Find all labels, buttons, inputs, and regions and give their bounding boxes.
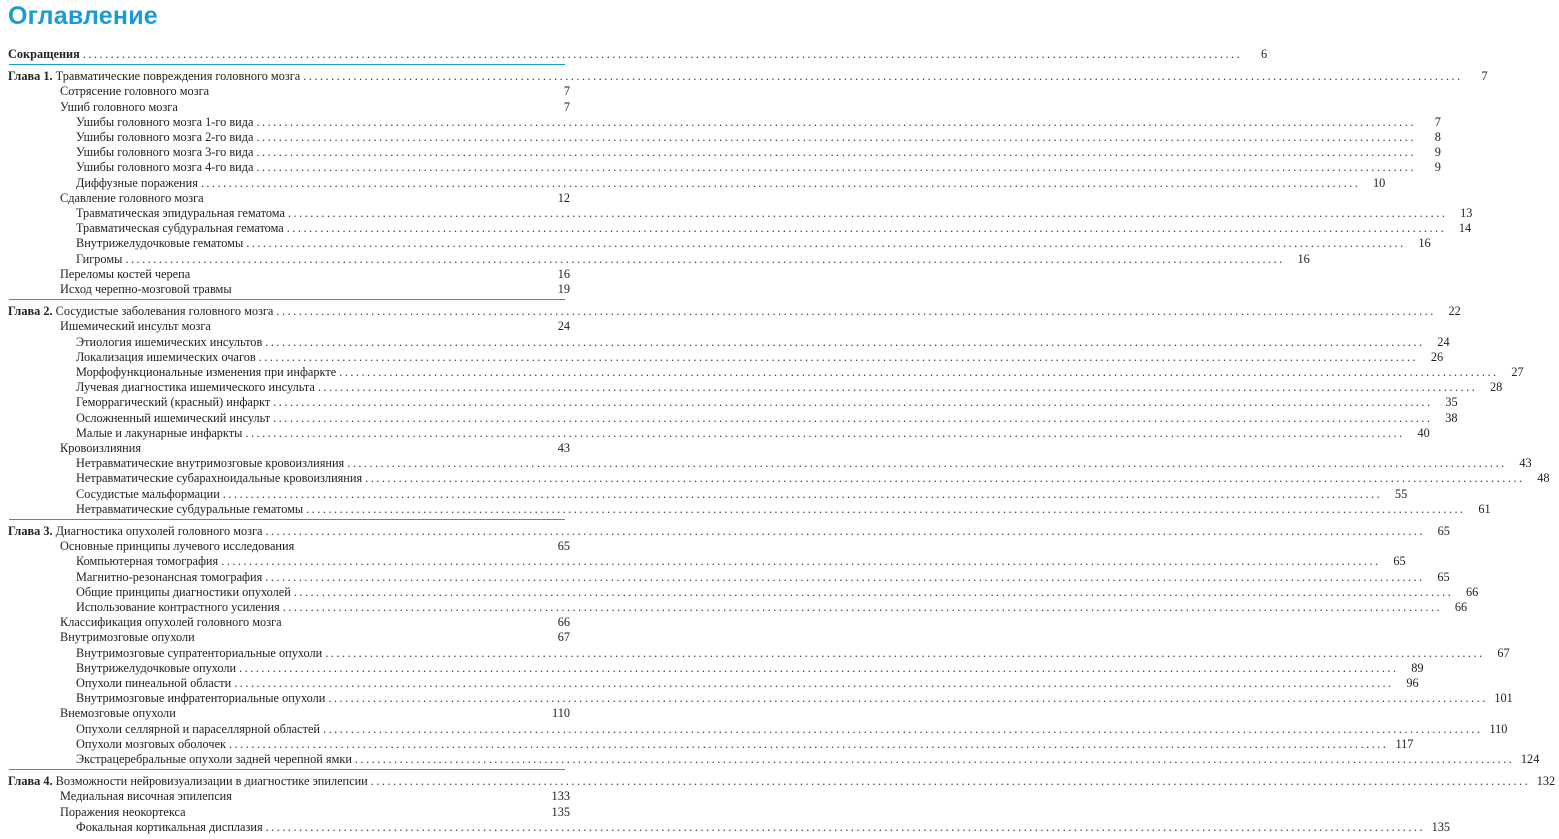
toc-entry[interactable]	[0, 160, 1441, 175]
dot-leader	[273, 395, 1432, 409]
page-number: 24	[557, 319, 570, 334]
dot-leader	[318, 380, 1477, 394]
page-number: 135	[1431, 819, 1451, 834]
toc-entry-title	[76, 380, 315, 394]
toc-entry-title	[76, 600, 280, 614]
chapter-separator	[9, 519, 565, 520]
toc-entry-title	[76, 646, 322, 660]
dot-leader	[234, 676, 1393, 690]
toc-entry-title	[76, 395, 270, 409]
toc-entry[interactable]	[0, 380, 1503, 395]
toc-entry[interactable]	[0, 130, 1441, 144]
toc-entry-label: Кровоизлияния	[60, 441, 141, 455]
toc-entry-title	[76, 676, 231, 690]
toc-entry-title	[76, 335, 262, 349]
toc-entry[interactable]	[0, 805, 574, 819]
toc-entry-label: Ушиб головного мозга	[60, 99, 178, 114]
toc-entry[interactable]	[0, 304, 1461, 319]
page-number: 65	[557, 539, 570, 554]
toc-entry-label: Травматические повреждения головного мозга	[55, 69, 301, 84]
toc-entry-title	[60, 267, 190, 281]
toc-entry-title	[76, 752, 352, 766]
toc-entry[interactable]	[0, 334, 1450, 349]
toc-entry-label: Лучевая диагностика ишемического инсульта	[76, 380, 315, 395]
toc-entry[interactable]	[0, 486, 1408, 501]
toc-entry[interactable]	[0, 660, 1424, 675]
toc-entry-title	[76, 502, 303, 516]
toc-entry-title	[76, 130, 253, 144]
dot-leader	[371, 774, 1530, 788]
chapter-number: Глава 2.	[8, 304, 53, 319]
toc-entry-title	[76, 661, 236, 675]
toc-entry-title	[76, 554, 218, 568]
chapter-number: Глава 3.	[8, 524, 53, 538]
toc-entry-title	[76, 252, 122, 266]
toc-entry[interactable]	[0, 554, 1406, 569]
page-number: 9	[1434, 160, 1441, 175]
chapter-separator	[9, 769, 565, 770]
toc-entry-title	[76, 206, 285, 220]
toc-entry[interactable]	[0, 691, 1513, 706]
toc-entry[interactable]	[0, 191, 574, 205]
page-number: 19	[557, 282, 570, 296]
toc-entry-title	[60, 539, 294, 553]
toc-entry-title	[8, 524, 262, 538]
toc-entry-label: Переломы костей черепа	[60, 266, 191, 281]
dot-leader	[256, 130, 1415, 144]
toc-entry-label: Внемозговые опухоли	[60, 706, 176, 721]
page-number: 110	[1489, 721, 1508, 736]
toc-entry-title	[60, 100, 178, 114]
toc-entry-label: Этиология ишемических инсультов	[76, 334, 263, 349]
toc-entry-label: Ушибы головного мозга 2-го вида	[76, 130, 254, 144]
toc-entry-label: Опухоли мозговых оболочек	[76, 736, 227, 751]
toc-entry[interactable]	[0, 706, 574, 720]
toc-entry-label: Внутримозговые супратенториальные опухоли	[76, 645, 323, 660]
toc-entry[interactable]	[0, 600, 1468, 614]
page-number: 24	[1437, 334, 1450, 349]
toc-entry[interactable]	[0, 441, 574, 455]
toc-entry-label: Ушибы головного мозга 3-го вида	[76, 145, 254, 160]
toc-entry-title	[76, 176, 198, 190]
toc-entry-label: Внутримозговые опухоли	[60, 630, 195, 645]
toc-entry[interactable]	[0, 569, 1450, 584]
toc-entry-title	[60, 630, 195, 644]
toc-entry-title	[60, 282, 232, 296]
toc-entry-title	[76, 737, 226, 751]
page-number: 22	[1448, 304, 1461, 319]
page-number: 6	[1261, 47, 1268, 61]
dot-leader	[365, 471, 1524, 485]
toc-entry-label: Ишемический инсульт мозга	[60, 319, 211, 334]
toc-entry-label: Исход черепно-мозговой травмы	[60, 282, 232, 296]
dot-leader	[266, 820, 1425, 834]
dot-leader	[287, 221, 1446, 235]
toc-entry-label: Осложненный ишемический инсульт	[76, 410, 271, 425]
toc-entry[interactable]	[0, 736, 1414, 751]
dot-leader	[223, 487, 1382, 501]
toc-entry-title	[76, 722, 320, 736]
page-number: 55	[1394, 486, 1408, 501]
toc-entry[interactable]	[0, 721, 1508, 736]
page-number: 7	[1481, 69, 1488, 84]
dot-leader	[325, 646, 1484, 660]
toc-entry[interactable]	[0, 47, 1268, 61]
toc-entry[interactable]	[0, 501, 1491, 516]
toc-entry-title	[76, 487, 220, 501]
toc-entry[interactable]	[0, 410, 1458, 425]
toc-entry-label: Внутрижелудочковые гематомы	[76, 236, 244, 251]
toc-entry-label: Использование контрастного усиления	[76, 600, 280, 614]
dot-leader	[259, 350, 1418, 364]
toc-entry-label: Возможности нейровизуализации в диагностике эпилепсии	[55, 774, 368, 789]
toc-entry-label: Нетравматические внутримозговые кровоизлияния	[76, 456, 345, 471]
page-number: 124	[1520, 752, 1540, 766]
toc-entry-label: Опухоли пинеальной области	[76, 676, 232, 690]
toc-entry-label: Опухоли селлярной и параселлярной областей	[76, 721, 320, 736]
toc-entry-title	[60, 191, 204, 205]
toc-entry-title	[76, 160, 253, 174]
dot-leader	[239, 661, 1398, 675]
toc-entry-label: Внутримозговые инфратенториальные опухоли	[76, 691, 326, 706]
dot-leader	[273, 411, 1432, 425]
page-number: 16	[1297, 251, 1310, 266]
toc-entry-label: Внутрижелудочковые опухоли	[76, 660, 237, 675]
toc-entry-title	[60, 84, 209, 98]
page-number: 12	[557, 190, 570, 205]
toc-entry-label: Медиальная височная эпилепсия	[60, 789, 232, 804]
dot-leader	[265, 524, 1424, 538]
page-number: 40	[1417, 425, 1430, 440]
toc-entry-label: Основные принципы лучевого исследования	[60, 539, 295, 554]
chapter-number: Глава 4.	[8, 774, 53, 789]
toc-entry[interactable]	[0, 365, 1524, 379]
chapter-separator	[9, 64, 565, 65]
toc-entry-label: Магнитно-резонансная томография	[76, 569, 263, 584]
toc-entry[interactable]	[0, 221, 1472, 236]
dot-leader	[265, 335, 1424, 349]
toc-entry-title	[76, 820, 263, 834]
page-number: 43	[1519, 456, 1532, 471]
toc-entry-title	[76, 585, 291, 599]
page-number: 9	[1434, 145, 1441, 160]
dot-leader	[306, 502, 1465, 516]
toc-entry-title	[76, 471, 362, 485]
dot-leader	[125, 252, 1284, 266]
toc-entry-label: Общие принципы диагностики опухолей	[76, 584, 291, 599]
dot-leader	[246, 236, 1405, 250]
toc-entry[interactable]	[0, 456, 1532, 471]
dot-leader	[276, 304, 1435, 318]
toc-entry-title	[76, 691, 325, 705]
page-title: Оглавление	[8, 2, 158, 30]
toc-entry[interactable]	[0, 630, 574, 644]
toc-entry-label: Сосудистые заболевания головного мозга	[55, 304, 274, 319]
toc-entry-title	[76, 115, 253, 129]
toc-entry[interactable]	[0, 539, 574, 553]
page-number: 16	[557, 266, 570, 281]
toc-entry[interactable]	[0, 645, 1510, 660]
toc-entry-label: Нетравматические субарахноидальные кровоизлияния	[76, 471, 363, 486]
toc-entry-title	[76, 570, 262, 584]
toc-entry[interactable]	[0, 774, 1556, 789]
toc-entry-label: Фокальная кортикальная дисплазия	[76, 819, 263, 834]
toc-entry-label: Сосудистые мальформации	[76, 486, 220, 501]
dot-leader	[245, 426, 1404, 440]
page-number: 65	[1437, 524, 1450, 538]
toc-entry[interactable]	[0, 267, 574, 281]
page-number: 28	[1489, 380, 1503, 395]
page-number: 16	[1418, 236, 1431, 251]
toc-entry-title	[76, 411, 270, 425]
page-number: 27	[1511, 365, 1524, 379]
page-number: 38	[1445, 410, 1458, 425]
toc-entry[interactable]	[0, 615, 574, 629]
dot-leader	[221, 554, 1380, 568]
toc-entry-label: Поражения неокортекса	[60, 804, 186, 819]
page-number: 14	[1458, 221, 1472, 236]
toc-entry[interactable]	[0, 676, 1419, 690]
toc-entry-label: Геморрагический (красный) инфаркт	[76, 395, 271, 410]
page-number: 7	[563, 84, 570, 99]
toc-entry-label: Классификация опухолей головного мозга	[60, 615, 282, 630]
toc-entry-title	[8, 304, 273, 318]
toc-entry[interactable]	[0, 819, 1451, 834]
toc-entry[interactable]	[0, 425, 1430, 440]
page-number: 66	[557, 615, 570, 630]
toc-entry-label: Малые и лакунарные инфаркты	[76, 425, 243, 440]
toc-entry[interactable]	[0, 752, 1540, 766]
toc-entry-title	[76, 350, 256, 364]
toc-entry[interactable]	[0, 206, 1473, 220]
toc-entry-title	[8, 47, 80, 61]
toc-entry-label: Сокращения	[8, 47, 80, 61]
toc-entry-label: Компьютерная томография	[76, 554, 219, 569]
dot-leader	[229, 737, 1388, 751]
page-number: 67	[1497, 645, 1510, 660]
toc-entry-title	[8, 69, 300, 83]
toc-entry[interactable]	[0, 789, 574, 803]
toc-entry[interactable]	[0, 471, 1550, 486]
toc-entry-title	[60, 706, 176, 720]
toc-entry-label: Морфофункциональные изменения при инфаркте	[76, 365, 337, 379]
toc-entry[interactable]	[0, 282, 574, 296]
page-number: 133	[551, 789, 570, 804]
page-number: 67	[557, 630, 570, 645]
page-number: 48	[1537, 471, 1550, 486]
toc-entry-title	[60, 319, 211, 333]
page-number: 10	[1373, 175, 1386, 190]
chapter-separator	[9, 299, 565, 300]
page-number: 66	[1465, 584, 1479, 599]
toc-entry-title	[76, 456, 344, 470]
dot-leader	[323, 722, 1482, 736]
toc-entry-title	[60, 789, 232, 803]
toc-entry[interactable]	[0, 175, 1386, 190]
page-number: 61	[1478, 501, 1491, 516]
toc-entry[interactable]	[0, 84, 574, 98]
page-number: 7	[563, 99, 570, 114]
page-number: 43	[557, 441, 570, 455]
toc-entry-title	[60, 615, 282, 629]
toc-entry-label: Диффузные поражения	[76, 175, 198, 190]
page-number: 8	[1434, 130, 1441, 144]
toc-entry[interactable]	[0, 236, 1431, 251]
page-number: 13	[1460, 206, 1473, 220]
toc-entry[interactable]	[0, 251, 1310, 266]
toc-entry-title	[60, 441, 141, 455]
dot-leader	[83, 47, 1242, 61]
page-number: 89	[1411, 660, 1424, 675]
dot-leader	[256, 160, 1415, 174]
toc-entry-label: Экстрацеребральные опухоли задней черепной ямки	[76, 752, 352, 766]
toc-entry-label: Ушибы головного мозга 4-го вида	[76, 160, 254, 175]
page-number: 66	[1454, 600, 1468, 614]
page-number: 135	[551, 804, 570, 819]
toc-entry-label: Сотрясение головного мозга	[60, 84, 210, 99]
toc-entry[interactable]	[0, 524, 1450, 538]
dot-leader	[256, 145, 1415, 159]
page-number: 117	[1395, 736, 1414, 751]
toc-entry-label: Сдавление головного мозга	[60, 190, 204, 205]
toc-entry[interactable]	[0, 145, 1441, 160]
toc-entry[interactable]	[0, 349, 1444, 364]
toc-entry-title	[76, 365, 336, 379]
dot-leader	[347, 456, 1506, 470]
toc-entry-title	[76, 145, 253, 159]
dot-leader	[283, 600, 1442, 614]
dot-leader	[339, 365, 1498, 379]
dot-leader	[294, 585, 1453, 599]
dot-leader	[328, 691, 1487, 705]
page-number: 132	[1536, 774, 1556, 789]
page-number: 65	[1437, 569, 1450, 584]
page-number: 35	[1445, 395, 1458, 410]
toc-entry[interactable]	[0, 319, 574, 333]
dot-leader	[201, 176, 1360, 190]
toc-entry[interactable]	[0, 395, 1458, 410]
page-number: 26	[1430, 349, 1444, 364]
toc-entry[interactable]	[0, 114, 1441, 129]
toc-entry-label: Гигромы	[76, 251, 123, 266]
toc-entry-label: Локализация ишемических очагов	[76, 349, 256, 364]
toc-entry[interactable]	[0, 100, 574, 114]
dot-leader	[355, 752, 1514, 766]
dot-leader	[303, 69, 1462, 83]
toc-entry-title	[76, 426, 242, 440]
toc-entry-title	[76, 221, 284, 235]
toc-entry-label: Травматическая субдуральная гематома	[76, 221, 284, 236]
toc-entry-title	[60, 805, 186, 819]
toc-entry-title	[8, 774, 368, 788]
toc-entry-title	[76, 236, 243, 250]
toc-entry-label: Травматическая эпидуральная гематома	[76, 206, 285, 220]
chapter-number: Глава 1.	[8, 69, 53, 84]
dot-leader	[265, 570, 1424, 584]
page-number: 65	[1393, 554, 1406, 569]
page-number: 101	[1494, 691, 1513, 706]
dot-leader	[288, 206, 1447, 220]
toc-entry-label: Диагностика опухолей головного мозга	[55, 524, 263, 538]
dot-leader	[256, 115, 1415, 129]
page-number: 110	[552, 706, 570, 721]
toc-entry[interactable]	[0, 69, 1488, 84]
toc-entry[interactable]	[0, 584, 1479, 599]
toc-entry-label: Нетравматические субдуральные гематомы	[76, 501, 304, 516]
toc-entry-label: Ушибы головного мозга 1-го вида	[76, 114, 254, 129]
page-number: 96	[1406, 676, 1419, 690]
page-number: 7	[1434, 114, 1441, 129]
